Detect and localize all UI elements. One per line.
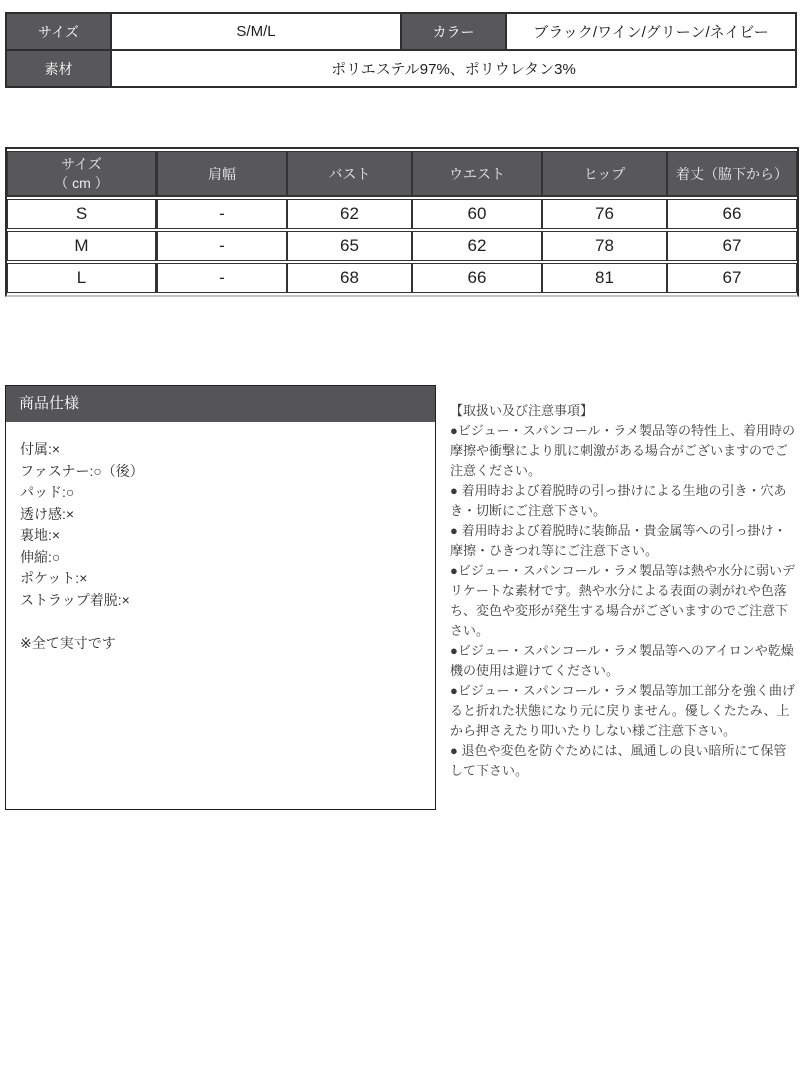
table-row [6,13,796,50]
cell-bust: 62 [287,199,412,229]
size-chart-row-l [7,263,797,293]
cell-shoulder: - [157,199,287,229]
spec-item-uraji: 裏地:× [20,527,61,543]
care-bullet-storage: ● 退色や変色を防ぐためには、風通しの良い暗所にて保管して下さい。 [450,743,787,778]
size-chart-header-size [7,151,157,197]
cell-hip: 76 [542,199,667,229]
product-spec-list [6,422,435,672]
cell-waist: 66 [412,263,542,293]
material-label-cell: 素材 [6,50,111,87]
care-bullet-bending: ●ビジュー・スパンコール・ラメ製品等加工部分を強く曲げると折れた状態になり元に戻りません。優しくたたみ、上から押さえたり叩いたりしない様ご注意下さい。 [450,683,795,738]
size-chart-header-bust: バスト [287,151,412,197]
product-spec-box [5,385,436,810]
cell-hip: 78 [542,231,667,261]
cell-waist: 62 [412,231,542,261]
size-chart-header-hip: ヒップ [542,151,667,197]
cell-waist: 60 [412,199,542,229]
size-chart-row-m [7,231,797,261]
care-notes-section [450,401,798,781]
table-row [6,50,796,87]
spec-item-sukekan: 透け感:× [20,505,75,522]
spec-item-strap: ストラップ着脱:× [20,591,130,608]
cell-length: 66 [667,199,797,229]
cell-hip: 81 [542,263,667,293]
size-chart-header-shoulder: 肩幅 [157,151,287,197]
cell-bust: 65 [287,231,412,261]
care-bullet-accessories: ● 着用時および着脱時に装飾品・貴金属等への引っ掛け・摩擦・ひきつれ等にご注意下さい。 [450,523,787,558]
cell-size: S [7,199,157,229]
size-value-cell: S/M/L [111,13,401,50]
care-bullet-heat-moisture: ●ビジュー・スパンコール・ラメ製品等は熱や水分に弱いデリケートな素材です。熱や水分による表面の剥がれや色落ち、変色や変形が発生する場合がございますのでご注意下さい。 [450,563,795,638]
spec-item-fastener: ファスナー:○（後） [20,462,144,479]
care-bullet-snagging: ● 着用時および着脱時の引っ掛けによる生地の引き・穴あき・切断にご注意下さい。 [450,483,787,518]
cell-size: M [7,231,157,261]
spec-item-pad: パッド:○ [20,484,75,500]
size-chart-header-size-line2: （ cm ） [54,174,109,191]
spec-item-fuzoku: 付属:× [20,441,61,457]
size-chart-row-s [7,199,797,229]
material-value-cell: ポリエステル97%、ポリウレタン3% [111,50,796,87]
cell-length: 67 [667,231,797,261]
product-spec-title: 商品仕様 [6,386,435,422]
size-label-cell: サイズ [6,13,111,50]
cell-shoulder: - [157,263,287,293]
cell-length: 67 [667,263,797,293]
color-value-cell: ブラック/ワイン/グリーン/ネイビー [506,13,796,50]
cell-size: L [7,263,157,293]
size-chart-header-size-line1: サイズ [61,155,102,172]
size-chart-header-length: 着丈（脇下から） [667,151,797,197]
care-bullet-friction: ●ビジュー・スパンコール・ラメ製品等の特性上、着用時の摩擦や衝撃により肌に刺激がある場合がございますのでご注意ください。 [450,423,795,478]
spec-note-actual-size: ※全て実寸です [20,635,116,651]
care-bullet-iron-dryer: ●ビジュー・スパンコール・ラメ製品等へのアイロンや乾燥機の使用は避けてください。 [450,643,794,678]
spec-item-shinshuku: 伸縮:○ [20,548,61,565]
cell-bust: 68 [287,263,412,293]
color-label-cell: カラー [401,13,506,50]
product-attributes-table [5,12,797,88]
cell-shoulder: - [157,231,287,261]
care-notes-title: 【取扱い及び注意事項】 [450,403,594,418]
size-chart-table [5,147,799,297]
spec-item-pocket: ポケット:× [20,570,88,586]
size-chart-header-waist: ウエスト [412,151,542,197]
size-chart-header-row [7,151,797,197]
